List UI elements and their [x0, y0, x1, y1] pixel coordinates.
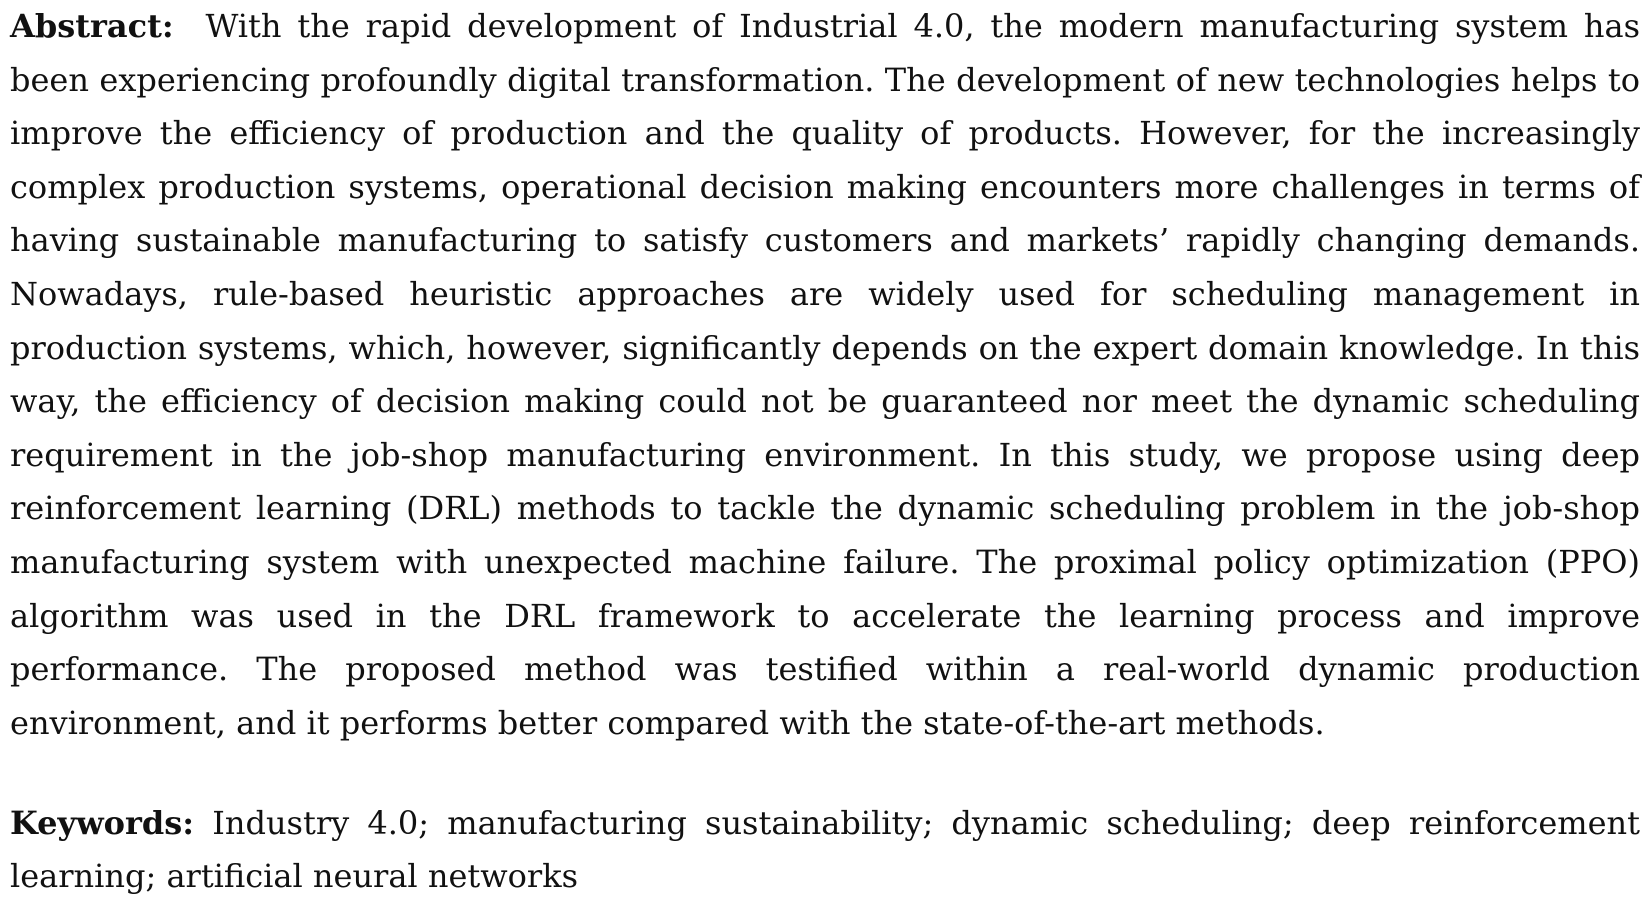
abstract-label: Abstract:	[10, 7, 174, 45]
keywords-label: Keywords:	[10, 804, 195, 843]
abstract-paragraph	[10, 0, 1640, 750]
keywords-text: Industry 4.0; manufacturing sustainability; dynamic scheduling; deep reinforcement learning; artificial neural networks	[10, 804, 1640, 896]
keywords-paragraph	[10, 797, 1640, 903]
abstract-text: With the rapid development of Industrial 4.0, the modern manufacturing system has been experiencing profoundly digital transformation. The development of new technologies helps to improve the efficiency of production and the quality of products. However, for the increasingly complex production systems, operational decision making encounters more challenges in terms of having sustainable manufacturing to satisfy customers and markets’ rapidly changing demands. Nowadays, rule-based heuristic approaches are widely used for scheduling management in production systems, which, however, significantly depends on the expert domain knowledge. In this way, the efficiency of decision making could not be guaranteed nor meet the dynamic scheduling requirement in the job-shop manufacturing environment. In this study, we propose using deep reinforcement learning (DRL) methods to tackle the dynamic scheduling problem in the job-shop manufacturing system with unexpected machine failure. The proximal policy optimization (PPO) algorithm was used in the DRL framework to accelerate the learning process and improve performance. The proposed method was testified within a real-world dynamic production environment, and it performs better compared with the state-of-the-art methods.	[10, 7, 1641, 742]
paper-page	[10, 0, 1640, 903]
